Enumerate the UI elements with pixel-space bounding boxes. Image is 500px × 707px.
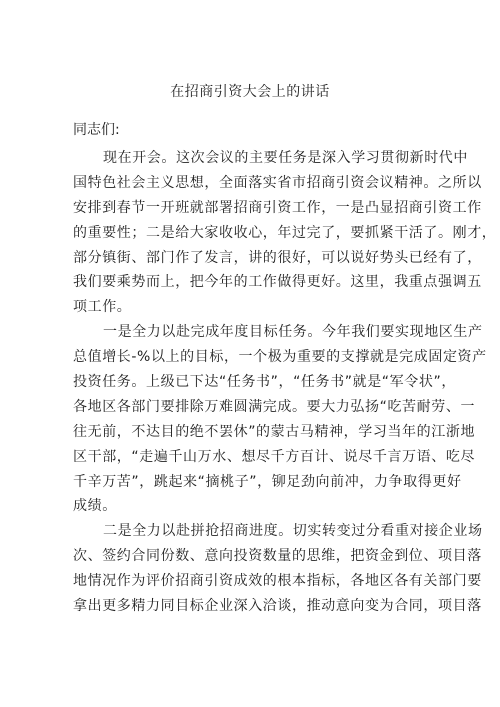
paragraph-second-task <box>73 519 483 619</box>
text-line: 投资任务。上级已下达“任务书”，“任务书”就是“军令状”， <box>73 374 456 391</box>
document-title: 在招商引资大会上的讲话 <box>170 84 330 100</box>
text-line: 我们要乘势而上，把今年的工作做得更好。这里，我重点强调五 <box>73 274 482 291</box>
text-line: 总值增长-%以上的目标，一个极为重要的支撑就是完成固定资产 <box>73 349 487 366</box>
text-line: 二是全力以赴拼抢招商进度。切实转变过分看重对接企业场 <box>103 523 483 540</box>
text-line: 现在开会。这次会议的主要任务是深入学习贯彻新时代中 <box>103 150 468 166</box>
text-line: 次、签约合同份数、意向投资数量的思维，把资金到位、项目落 <box>73 548 482 565</box>
text-line: 项工作。 <box>73 299 132 316</box>
text-line: 拿出更多精力同目标企业深入洽谈，推动意向变为合同，项目落 <box>73 598 482 615</box>
document-body <box>73 146 497 619</box>
text-line: 安排到春节一开班就部署招商引资工作，一是凸显招商引资工作 <box>73 199 482 216</box>
text-line: 往无前，不达目的绝不罢休”的蒙古马精神，学习当年的江浙地 <box>73 423 476 440</box>
paragraph-first-task <box>73 320 487 519</box>
text-line: 国特色社会主义思想，全面落实省市招商引资会议精神。之所以 <box>73 174 482 191</box>
text-line: 一是全力以赴完成年度目标任务。今年我们要实现地区生产 <box>103 324 483 341</box>
text-line: 千辛万苦”，跳起来“摘桃子”，铆足劲向前冲，力争取得更好 <box>73 473 462 490</box>
text-line: 各地区各部门要排除万难圆满完成。要大力弘扬“吃苦耐劳、一 <box>73 398 476 415</box>
text-line: 的重要性；二是给大家收收心，年过完了，要抓紧干活了。刚才， <box>73 224 497 241</box>
paragraph-opening <box>73 146 497 320</box>
text-line: 部分镇街、部门作了发言，讲的很好，可以说好势头已经有了， <box>73 249 482 266</box>
text-line: 地情况作为评价招商引资成效的根本指标，各地区各有关部门要 <box>73 573 482 590</box>
text-line: 成绩。 <box>73 498 117 515</box>
salutation: 同志们: <box>73 122 120 138</box>
text-line: 区干部，“走遍千山万水、想尽千方百计、说尽千言万语、吃尽 <box>73 448 476 465</box>
